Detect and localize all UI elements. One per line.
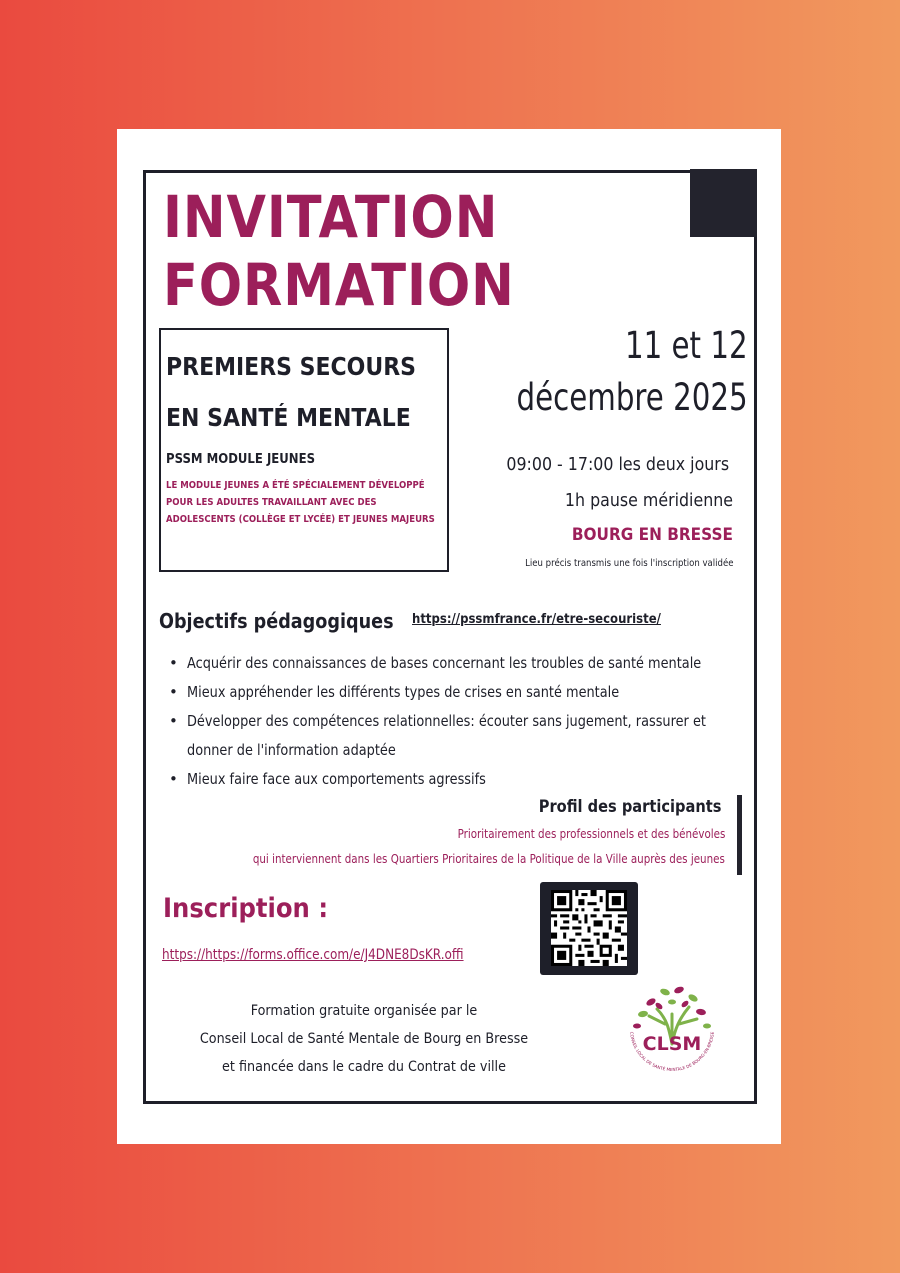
title-line-2: FORMATION	[163, 251, 515, 319]
profile-bar	[737, 795, 742, 875]
event-city: BOURG EN BRESSE	[571, 525, 733, 545]
qr-code[interactable]	[540, 882, 638, 975]
footer-line-2: Conseil Local de Santé Mentale de Bourg en Bresse	[199, 1031, 529, 1047]
list-item: • Mieux faire face aux comportements agressifs	[169, 765, 729, 794]
place-note: Lieu précis transmis une fois l'inscription validée	[524, 558, 733, 569]
list-item: • Mieux appréhender les différents types de crises en santé mentale	[169, 678, 729, 707]
inscription-heading: Inscription :	[163, 893, 329, 924]
profile-heading: Profil des participants	[538, 797, 721, 817]
profile-line-1: Prioritairement des professionnels et des bénévoles	[457, 827, 725, 841]
course-heading-1: PREMIERS SECOURS	[166, 352, 417, 381]
title-line-1: INVITATION	[163, 183, 499, 251]
invitation-sheet	[117, 129, 781, 1144]
course-heading-2: EN SANTÉ MENTALE	[166, 403, 411, 432]
event-hours: 09:00 - 17:00 les deux jours	[506, 454, 729, 475]
dates-line-1: 11 et 12	[625, 324, 748, 367]
logo-ring-text: CONSEIL LOCAL DE SANTÉ MENTALE DE BOURG-EN-BRESSE	[629, 1031, 715, 1073]
profile-line-2: qui interviennent dans les Quartiers Prioritaires de la Politique de la Ville auprès des jeunes	[252, 852, 725, 866]
course-box	[159, 328, 449, 572]
objectives-list	[169, 649, 729, 794]
course-module: PSSM MODULE JEUNES	[166, 452, 316, 467]
objectives-heading: Objectifs pédagogiques	[159, 609, 394, 633]
event-dates	[485, 320, 748, 424]
event-pause: 1h pause méridienne	[564, 490, 733, 511]
course-description: LE MODULE JEUNES A ÉTÉ SPÉCIALEMENT DÉVELOPPÉ POUR LES ADULTES TRAVAILLANT AVEC DES ADOLESCENTS (COLLÈGE ET LYCÉE) ET JEUNES MAJEURS	[166, 480, 435, 525]
footer-line-3: et financée dans le cadre du Contrat de ville	[222, 1059, 506, 1075]
qr-code-icon	[551, 890, 627, 966]
list-item: • Acquérir des connaissances de bases concernant les troubles de santé mentale	[169, 649, 729, 678]
list-item: • Développer des compétences relationnelles: écouter sans jugement, rassurer et donner de l'information adaptée	[169, 707, 729, 765]
footer-line-1: Formation gratuite organisée par le	[250, 1003, 478, 1019]
logo-text: CLSM	[642, 1033, 702, 1055]
clsm-logo	[617, 974, 727, 1084]
dates-line-2: décembre 2025	[516, 376, 748, 419]
footer	[177, 997, 551, 1081]
inscription-link[interactable]: https://https://forms.office.com/e/J4DNE8DsKR.offi	[162, 947, 464, 963]
objectives-link[interactable]: https://pssmfrance.fr/etre-secouriste/	[412, 612, 661, 627]
corner-block	[690, 169, 757, 237]
